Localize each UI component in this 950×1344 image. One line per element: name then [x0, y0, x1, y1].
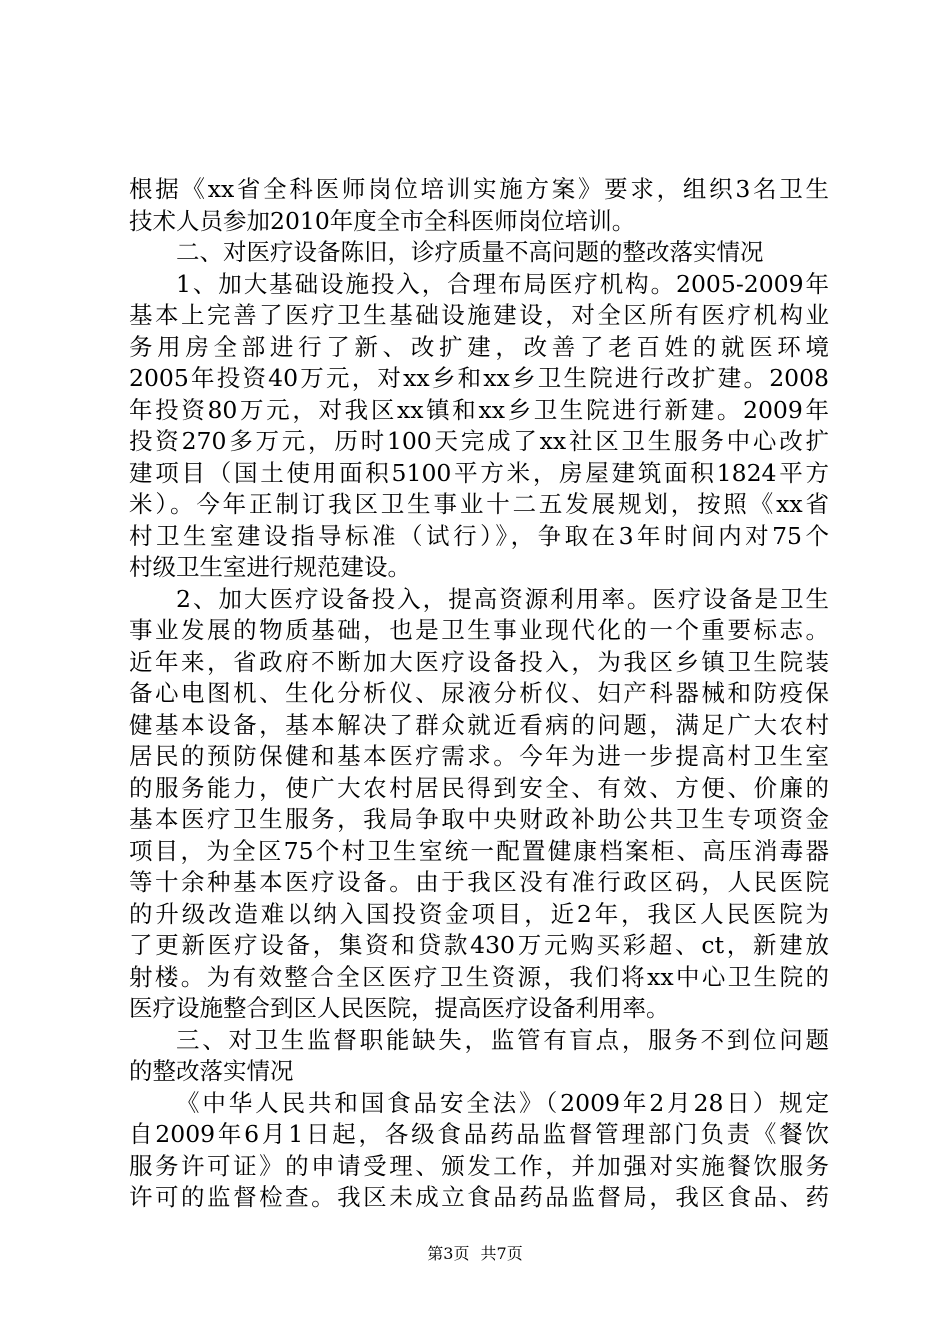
paragraph-line: 建项目（国土使用面积5100平方米，房屋建筑面积1824平方 [129, 458, 829, 487]
page-total: 共7页 [480, 1244, 523, 1263]
paragraph-first-line: 《中华人民共和国食品安全法》（2009年2月28日）规定 [176, 1088, 829, 1117]
paragraph-first-line: 三、对卫生监督职能缺失，监管有盲点，服务不到位问题 [176, 1025, 829, 1054]
paragraph-line: 投资270多万元，历时100天完成了xx社区卫生服务中心改扩 [129, 427, 829, 455]
paragraph-line: 根据《xx省全科医师岗位培训实施方案》要求，组织3名卫生 [129, 175, 829, 203]
page-number: 第3页 [427, 1244, 470, 1263]
paragraph-line: 了更新医疗设备，集资和贷款430万元购买彩超、ct，新建放 [129, 931, 829, 959]
paragraph-line: 年投资80万元，对我区xx镇和xx乡卫生院进行新建。2009年 [129, 395, 829, 424]
paragraph-line: 服务许可证》的申请受理、颁发工作，并加强对实施餐饮服务 [129, 1151, 829, 1180]
paragraph-line: 的整改落实情况 [129, 1057, 294, 1085]
paragraph-line: 健基本设备，基本解决了群众就近看病的问题，满足广大农村 [129, 710, 829, 739]
paragraph-line: 基本上完善了医疗卫生基础设施建设，对全区所有医疗机构业 [129, 301, 829, 329]
paragraph-line: 2005年投资40万元，对xx乡和xx乡卫生院进行改扩建。2008 [129, 364, 829, 392]
paragraph-line: 备心电图机、生化分析仪、尿液分析仪、妇产科器械和防疫保 [129, 679, 829, 707]
paragraph-first-line: 2、加大医疗设备投入，提高资源利用率。医疗设备是卫生 [176, 584, 829, 613]
document-body [129, 174, 829, 1214]
paragraph-line: 的服务能力，使广大农村居民得到安全、有效、方便、价廉的 [129, 773, 829, 802]
paragraph-first-line: 二、对医疗设备陈旧，诊疗质量不高问题的整改落实情况 [176, 238, 764, 266]
paragraph-line: 米）。今年正制订我区卫生事业十二五发展规划，按照《xx省 [129, 490, 829, 518]
paragraph-line: 村卫生室建设指导标准（试行）》，争取在3年时间内对75个 [129, 521, 829, 550]
paragraph-line: 事业发展的物质基础，也是卫生事业现代化的一个重要标志。 [129, 616, 829, 644]
page-footer [0, 1244, 950, 1264]
paragraph-line: 技术人员参加2010年度全市全科医师岗位培训。 [129, 206, 636, 235]
paragraph-line: 许可的监督检查。我区未成立食品药品监督局，我区食品、药 [129, 1183, 829, 1211]
paragraph-line: 务用房全部进行了新、改扩建，改善了老百姓的就医环境 [129, 332, 829, 361]
paragraph-line: 近年来，省政府不断加大医疗设备投入，为我区乡镇卫生院装 [129, 647, 829, 676]
paragraph-line: 等十余种基本医疗设备。由于我区没有准行政区码，人民医院 [129, 868, 829, 896]
paragraph-line: 村级卫生室进行规范建设。 [129, 553, 411, 581]
paragraph-line: 居民的预防保健和基本医疗需求。今年为进一步提高村卫生室 [129, 742, 829, 770]
paragraph-line: 项目，为全区75个村卫生室统一配置健康档案柜、高压消毒器 [129, 836, 829, 865]
paragraph-line: 射楼。为有效整合全区医疗卫生资源，我们将xx中心卫生院的 [129, 962, 829, 991]
paragraph-line: 基本医疗卫生服务，我局争取中央财政补助公共卫生专项资金 [129, 805, 829, 833]
paragraph-line: 医疗设施整合到区人民医院，提高医疗设备利用率。 [129, 994, 670, 1022]
paragraph-first-line: 1、加大基础设施投入，合理布局医疗机构。2005-2009年 [176, 269, 829, 298]
paragraph-line: 的升级改造难以纳入国投资金项目，近2年，我区人民医院为 [129, 899, 829, 928]
paragraph-line: 自2009年6月1日起，各级食品药品监督管理部门负责《餐饮 [129, 1120, 829, 1148]
